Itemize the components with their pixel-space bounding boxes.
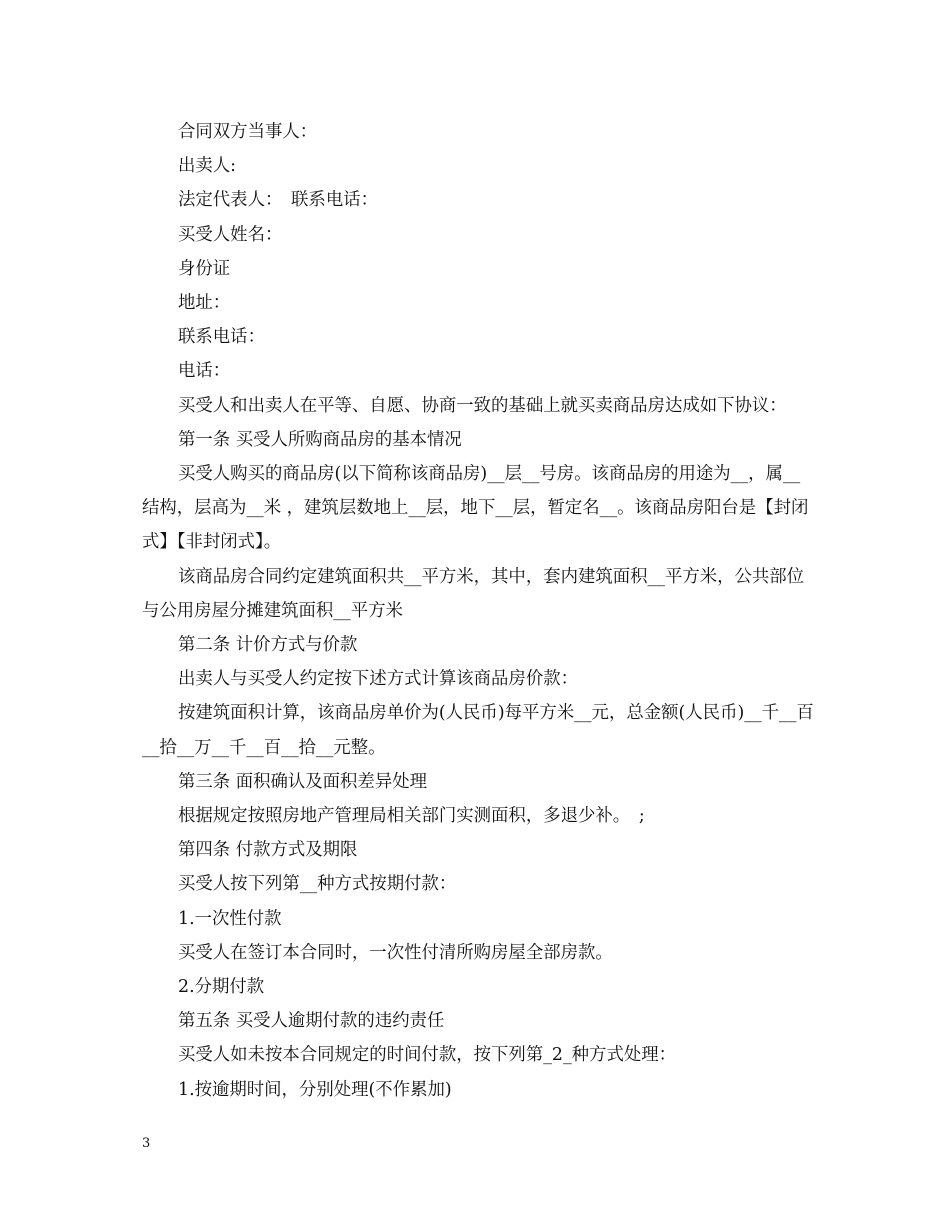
article-4-lump-sum-text: 买受人在签订本合同时，一次性付清所购房屋全部房款。 — [178, 942, 613, 963]
article-1-heading: 第一条 买受人所购商品房的基本情况 — [178, 429, 462, 450]
page-number: 3 — [142, 1136, 151, 1151]
article-4-payment-option: 买受人按下列第__种方式按期付款： — [178, 874, 457, 895]
article-1-property-details: 买受人购买的商品房(以下简称该商品房)__层__号房。该商品房的用途为__，属__结构，层高为__米 ，建筑层数地上__层，地下__层，暂定名__。该商品房阳台是【封闭式】【非封闭式】。 — [142, 464, 809, 553]
paragraph-address: 地址： — [178, 293, 231, 314]
article-1-floor-area: 该商品房合同约定建筑面积共__平方米，其中，套内建筑面积__平方米，公共部位与公用房屋分摊建筑面积__平方米 — [142, 566, 805, 621]
article-4-heading: 第四条 付款方式及期限 — [178, 840, 358, 861]
document-body — [142, 115, 817, 1107]
article-4-installment-heading: 2.分期付款 — [178, 977, 265, 998]
article-5-heading: 第五条 买受人逾期付款的违约责任 — [178, 1011, 445, 1032]
paragraph-phone: 电话： — [178, 361, 231, 382]
article-4-lump-sum-heading: 1.一次性付款 — [178, 908, 282, 929]
article-2-heading: 第二条 计价方式与价款 — [178, 635, 358, 656]
article-3-area-adjustment: 根据规定按照房地产管理局相关部门实测面积，多退少补。 ; — [178, 806, 645, 827]
paragraph-buyer-name: 买受人姓名： — [178, 224, 283, 245]
paragraph-contact-phone: 联系电话： — [178, 327, 265, 348]
paragraph-seller: 出卖人: — [178, 156, 237, 177]
article-2-pricing-intro: 出卖人与买受人约定按下述方式计算该商品房价款： — [178, 669, 578, 690]
paragraph-agreement-intro: 买受人和出卖人在平等、自愿、协商一致的基础上就买卖商品房达成如下协议： — [178, 395, 787, 416]
article-5-late-payment-text: 买受人如未按本合同规定的时间付款，按下列第_2_种方式处理： — [178, 1045, 677, 1066]
paragraph-legal-representative: 法定代表人： 联系电话： — [178, 190, 378, 211]
article-3-heading: 第三条 面积确认及面积差异处理 — [178, 771, 427, 792]
article-2-price-calculation: 按建筑面积计算，该商品房单价为(人民币)每平方米__元，总金额(人民币)__千__百__拾__万__千__百__拾__元整。 — [142, 703, 814, 758]
article-5-item-1: 1.按逾期时间，分别处理(不作累加) — [178, 1079, 452, 1100]
paragraph-id-card: 身份证 — [178, 258, 231, 279]
paragraph-parties-heading: 合同双方当事人： — [178, 122, 318, 142]
